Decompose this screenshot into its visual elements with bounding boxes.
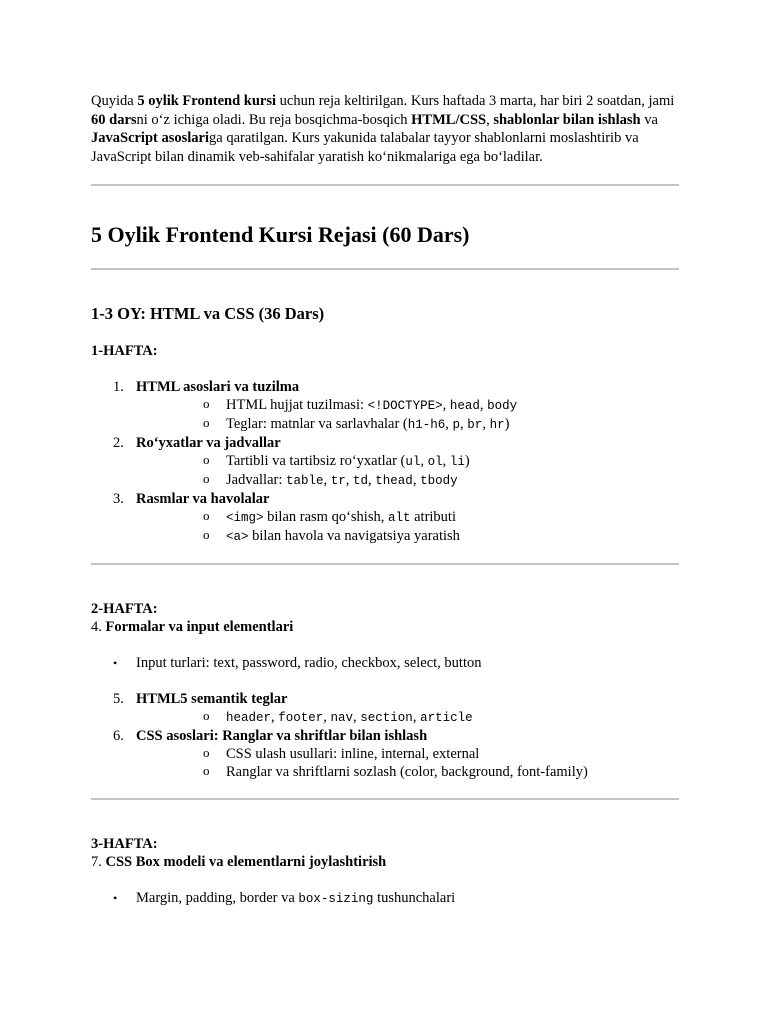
bullet-list <box>91 654 679 672</box>
sub-list <box>136 452 679 490</box>
bullet-item: • Input turlari: text, password, radio, checkbox, select, button <box>113 655 482 671</box>
lesson-item: 2. Ro‘yxatlar va jadvallar o Tartibli va tartibsiz ro‘yxatlar (ul, ol, li) o Jadvallar: table, tr, td, thead, tbody <box>91 434 679 490</box>
lesson-item-4: 4. Formalar va input elementlari <box>91 619 294 635</box>
intro-paragraph: Quyida 5 oylik Frontend kursi uchun reja keltirilgan. Kurs haftada 3 marta, har biri 2 soatdan, jami 60 darsni o‘z ichiga oladi. Bu reja bosqichma-bosqich HTML/CSS, shablonlar bilan ishlash va JavaScript asoslariga qaratilgan. Kurs yakunida talabalar tayyor shablonlarni moslashtirib va JavaScript bilan dinamik veb-sahifalar yaratish ko‘nikmalariga ega bo‘ladilar. <box>91 93 675 165</box>
lesson-title: HTML asoslari va tuzilma <box>136 379 300 395</box>
sub-item: o <img> bilan rasm qo‘shish, alt atributi <box>203 508 456 525</box>
lesson-list-week-1 <box>91 378 679 546</box>
sub-list <box>136 396 679 434</box>
lesson-item-7: 7. CSS Box modeli va elementlarni joylashtirish <box>91 854 387 870</box>
divider <box>91 184 679 186</box>
sub-item: o Teglar: matnlar va sarlavhalar (h1-h6, p, br, hr) <box>203 415 510 432</box>
sub-item: o Ranglar va shriftlarni sozlash (color, background, font-family) <box>203 763 588 780</box>
sub-item: o <a> bilan havola va navigatsiya yaratish <box>203 527 460 544</box>
lesson-item: 6. CSS asoslari: Ranglar va shriftlar bilan ishlash o CSS ulash usullari: inline, internal, external o Ranglar va shriftlarni sozlash (color, background, font-family) <box>91 727 679 781</box>
sub-list <box>136 708 679 727</box>
week-heading-3: 3-HAFTA: <box>91 836 158 852</box>
lesson-item: 3. Rasmlar va havolalar o <img> bilan rasm qo‘shish, alt atributi o <a> bilan havola va navigatsiya yaratish <box>91 490 679 546</box>
sub-list <box>136 508 679 546</box>
bullet-item: • Margin, padding, border va box-sizing tushunchalari <box>113 890 456 906</box>
bullet-list <box>91 889 679 908</box>
lesson-item: 1. HTML asoslari va tuzilma o HTML hujjat tuzilmasi: <!DOCTYPE>, head, body o Teglar: matnlar va sarlavhalar (h1-h6, p, br, hr) <box>91 378 679 434</box>
lesson-title: CSS asoslari: Ranglar va shriftlar bilan ishlash <box>136 728 428 744</box>
lesson-title: HTML5 semantik teglar <box>136 691 288 707</box>
page-title: 5 Oylik Frontend Kursi Rejasi (60 Dars) <box>91 222 470 247</box>
sub-list <box>136 745 679 781</box>
sub-item: o CSS ulash usullari: inline, internal, external <box>203 745 480 762</box>
lesson-title: Ro‘yxatlar va jadvallar <box>136 435 281 451</box>
week-heading-2: 2-HAFTA: <box>91 601 158 617</box>
sub-item: o Tartibli va tartibsiz ro‘yxatlar (ul, ol, li) <box>203 452 470 469</box>
lesson-item: 5. HTML5 semantik teglar o header, footer, nav, section, article <box>91 690 679 727</box>
divider <box>91 563 679 565</box>
divider <box>91 268 679 270</box>
lesson-title: Rasmlar va havolalar <box>136 491 270 507</box>
sub-item: o Jadvallar: table, tr, td, thead, tbody <box>203 471 458 488</box>
week-heading-1: 1-HAFTA: <box>91 343 158 359</box>
lesson-list-week-2 <box>91 690 679 781</box>
sub-item: o header, footer, nav, section, article <box>203 708 473 725</box>
divider <box>91 798 679 800</box>
section-heading: 1-3 OY: HTML va CSS (36 Dars) <box>91 304 325 323</box>
sub-item: o HTML hujjat tuzilmasi: <!DOCTYPE>, head, body <box>203 396 518 413</box>
document-page <box>91 92 679 908</box>
